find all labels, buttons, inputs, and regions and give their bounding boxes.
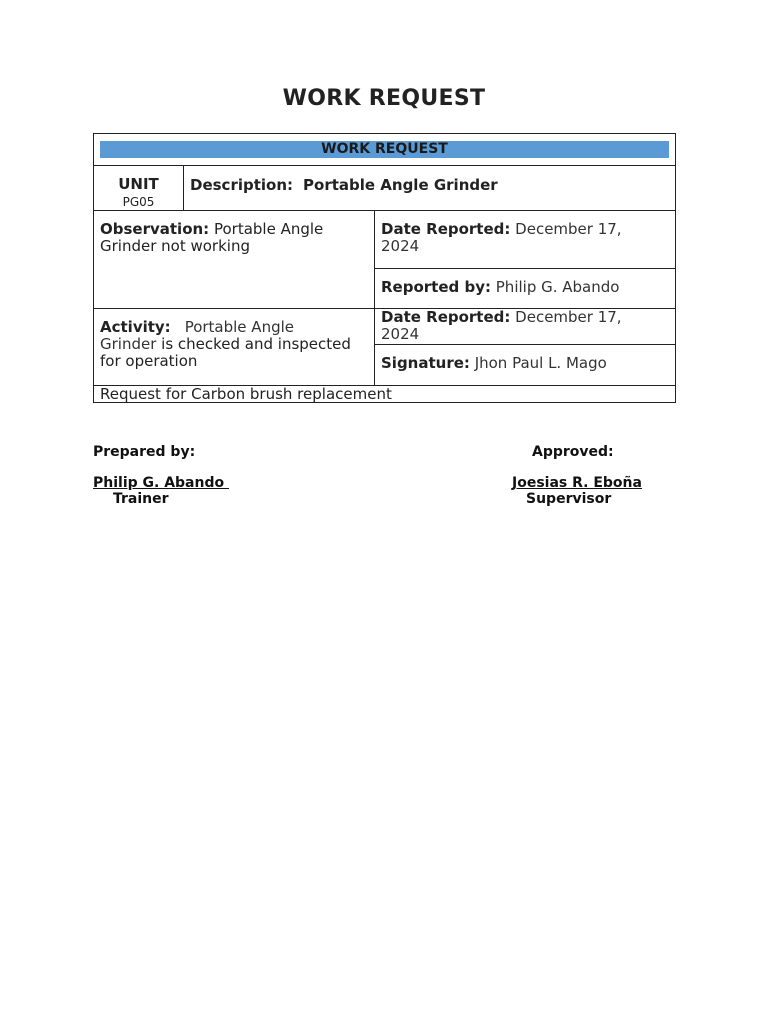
signature-label: Signature: xyxy=(381,354,470,372)
date-reported-label: Date Reported: xyxy=(381,220,511,238)
approved-role: Supervisor xyxy=(526,491,612,507)
prepared-by-label: Prepared by: xyxy=(93,444,196,460)
date-reported-2-value-2: 2024 xyxy=(381,325,420,343)
activity-cell xyxy=(94,309,375,386)
date-reported-2-cell xyxy=(375,309,676,345)
observation-value-line2: Grinder not working xyxy=(100,237,250,255)
approved-name: Joesias R. Eboña xyxy=(512,475,642,491)
work-request-table xyxy=(93,133,676,403)
date-reported-cell xyxy=(375,211,676,269)
note-text: Request for Carbon brush replacement xyxy=(100,385,392,403)
activity-label: Activity: xyxy=(100,318,171,336)
activity-value-line2b: is checked and inspected xyxy=(156,335,351,353)
prepared-by-role: Trainer xyxy=(113,491,169,507)
signature-value: Jhon Paul L. Mago xyxy=(474,354,607,372)
banner-cell xyxy=(94,134,676,166)
reported-by-value: Philip G. Abando xyxy=(495,278,620,296)
reported-by-label: Reported by: xyxy=(381,278,491,296)
observation-value-line1: Portable Angle xyxy=(213,220,324,238)
table-banner: WORK REQUEST xyxy=(100,141,669,158)
signature-cell xyxy=(375,345,676,386)
description-cell xyxy=(184,166,676,211)
activity-row xyxy=(94,309,676,345)
date-reported-2-label: Date Reported: xyxy=(381,308,511,326)
page-title: WORK REQUEST xyxy=(282,86,486,111)
approved-label: Approved: xyxy=(532,444,614,460)
note-row xyxy=(94,386,676,403)
note-cell xyxy=(94,386,676,403)
unit-row xyxy=(94,166,676,211)
reported-by-cell xyxy=(375,269,676,309)
unit-label: UNIT xyxy=(118,175,159,193)
description-value: Portable Angle Grinder xyxy=(303,176,498,194)
date-reported-value-2: 2024 xyxy=(381,237,420,255)
date-reported-2-value-1: December 17, xyxy=(515,308,622,326)
activity-value-line2a: Grinder xyxy=(100,335,157,353)
observation-label: Observation: xyxy=(100,220,210,238)
description-label: Description: xyxy=(190,176,294,194)
unit-cell xyxy=(94,166,184,211)
unit-code: PG05 xyxy=(122,195,155,209)
activity-value-line1: Portable Angle xyxy=(184,318,294,336)
observation-cell xyxy=(94,211,375,309)
observation-row xyxy=(94,211,676,269)
prepared-by-name: Philip G. Abando xyxy=(93,475,229,491)
activity-value-line3: for operation xyxy=(100,352,198,370)
banner-row xyxy=(94,134,676,166)
date-reported-value-1: December 17, xyxy=(515,220,622,238)
